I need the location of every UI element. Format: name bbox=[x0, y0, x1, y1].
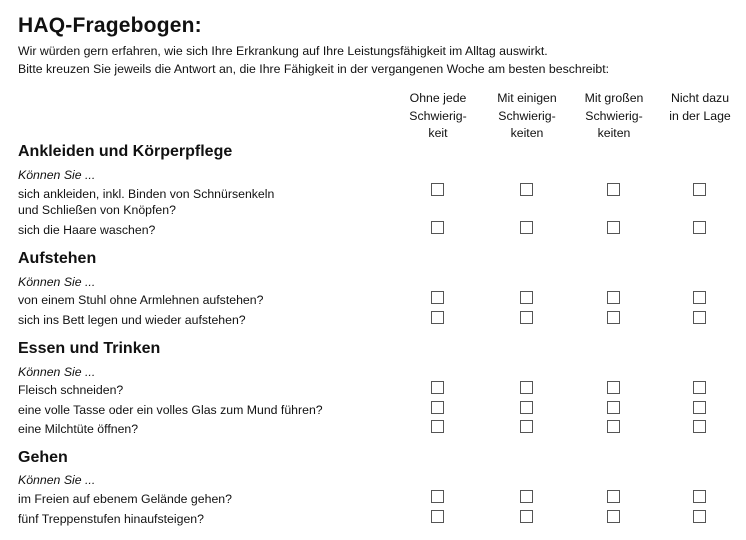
answer-checkbox[interactable] bbox=[431, 311, 444, 324]
answer-checkbox[interactable] bbox=[607, 420, 620, 433]
section-title: Gehen bbox=[18, 449, 68, 466]
answer-checkbox[interactable] bbox=[520, 510, 533, 523]
answer-checkbox[interactable] bbox=[520, 401, 533, 414]
answer-checkbox[interactable] bbox=[607, 381, 620, 394]
answer-checkbox[interactable] bbox=[431, 510, 444, 523]
column-header-nicht-in-der-lage bbox=[654, 90, 746, 125]
answer-checkbox[interactable] bbox=[693, 183, 706, 196]
question-text: eine Milchtüte öffnen? bbox=[18, 422, 139, 436]
answer-checkbox[interactable] bbox=[607, 221, 620, 234]
column-header-line: Schwierig- bbox=[498, 108, 556, 123]
question-text: fünf Treppenstufen hinaufsteigen? bbox=[18, 512, 204, 526]
question-text: eine volle Tasse oder ein volles Glas zum Mund führen? bbox=[18, 403, 323, 417]
answer-checkbox[interactable] bbox=[607, 183, 620, 196]
answer-checkbox[interactable] bbox=[431, 420, 444, 433]
intro-line-2: Bitte kreuzen Sie jeweils die Antwort an, die Ihre Fähigkeit in der vergangenen Woche am besten beschreibt: bbox=[18, 62, 610, 76]
intro-line-1: Wir würden gern erfahren, wie sich Ihre Erkrankung auf Ihre Leistungsfähigkeit im Alltag auswirkt. bbox=[18, 44, 548, 58]
answer-checkbox[interactable] bbox=[607, 510, 620, 523]
answer-checkbox[interactable] bbox=[607, 401, 620, 414]
question-text: sich ankleiden, inkl. Binden von Schnürsenkeln und Schließen von Knöpfen? bbox=[18, 187, 275, 217]
question-text: von einem Stuhl ohne Armlehnen aufstehen? bbox=[18, 293, 264, 307]
column-header-line: in der Lage bbox=[669, 108, 731, 123]
column-header-line: Mit einigen bbox=[497, 91, 557, 105]
form-title: HAQ-Fragebogen: bbox=[18, 14, 202, 37]
column-header-line: Nicht dazu bbox=[670, 91, 730, 105]
column-header-einige-schwierigkeiten bbox=[481, 90, 573, 143]
answer-checkbox[interactable] bbox=[693, 490, 706, 503]
column-header-line: Mit großen bbox=[584, 91, 644, 105]
answer-checkbox[interactable] bbox=[520, 311, 533, 324]
answer-checkbox[interactable] bbox=[607, 291, 620, 304]
answer-checkbox[interactable] bbox=[693, 510, 706, 523]
section-title: Ankleiden und Körperpflege bbox=[18, 143, 233, 160]
question-text: im Freien auf ebenem Gelände gehen? bbox=[18, 492, 232, 506]
answer-checkbox[interactable] bbox=[693, 221, 706, 234]
section-prompt: Können Sie ... bbox=[18, 168, 96, 182]
section-title: Essen und Trinken bbox=[18, 340, 161, 357]
answer-checkbox[interactable] bbox=[520, 420, 533, 433]
answer-checkbox[interactable] bbox=[431, 381, 444, 394]
answer-checkbox[interactable] bbox=[520, 291, 533, 304]
answer-checkbox[interactable] bbox=[693, 381, 706, 394]
answer-checkbox[interactable] bbox=[431, 291, 444, 304]
section-prompt: Können Sie ... bbox=[18, 365, 96, 379]
answer-checkbox[interactable] bbox=[431, 401, 444, 414]
column-header-line: Ohne jede bbox=[409, 91, 467, 105]
section-prompt: Können Sie ... bbox=[18, 275, 96, 289]
answer-checkbox[interactable] bbox=[520, 221, 533, 234]
question-text: sich ins Bett legen und wieder aufstehen? bbox=[18, 313, 246, 327]
section-prompt: Können Sie ... bbox=[18, 473, 96, 487]
answer-checkbox[interactable] bbox=[431, 183, 444, 196]
column-header-line: Schwierig- bbox=[409, 108, 467, 123]
answer-checkbox[interactable] bbox=[520, 183, 533, 196]
answer-checkbox[interactable] bbox=[607, 311, 620, 324]
section-title: Aufstehen bbox=[18, 250, 97, 267]
answer-checkbox[interactable] bbox=[693, 291, 706, 304]
column-header-ohne-schwierigkeit bbox=[392, 90, 484, 143]
answer-checkbox[interactable] bbox=[693, 420, 706, 433]
answer-checkbox[interactable] bbox=[431, 490, 444, 503]
answer-checkbox[interactable] bbox=[693, 401, 706, 414]
answer-checkbox[interactable] bbox=[520, 490, 533, 503]
column-header-line: keit bbox=[428, 126, 448, 140]
answer-checkbox[interactable] bbox=[520, 381, 533, 394]
column-header-line: Schwierig- bbox=[585, 108, 643, 123]
answer-checkbox[interactable] bbox=[431, 221, 444, 234]
column-header-line: keiten bbox=[597, 126, 631, 140]
column-header-grosse-schwierigkeiten bbox=[568, 90, 660, 143]
answer-checkbox[interactable] bbox=[693, 311, 706, 324]
answer-checkbox[interactable] bbox=[607, 490, 620, 503]
column-header-line: keiten bbox=[510, 126, 544, 140]
question-text: Fleisch schneiden? bbox=[18, 383, 124, 397]
question-text: sich die Haare waschen? bbox=[18, 223, 156, 237]
